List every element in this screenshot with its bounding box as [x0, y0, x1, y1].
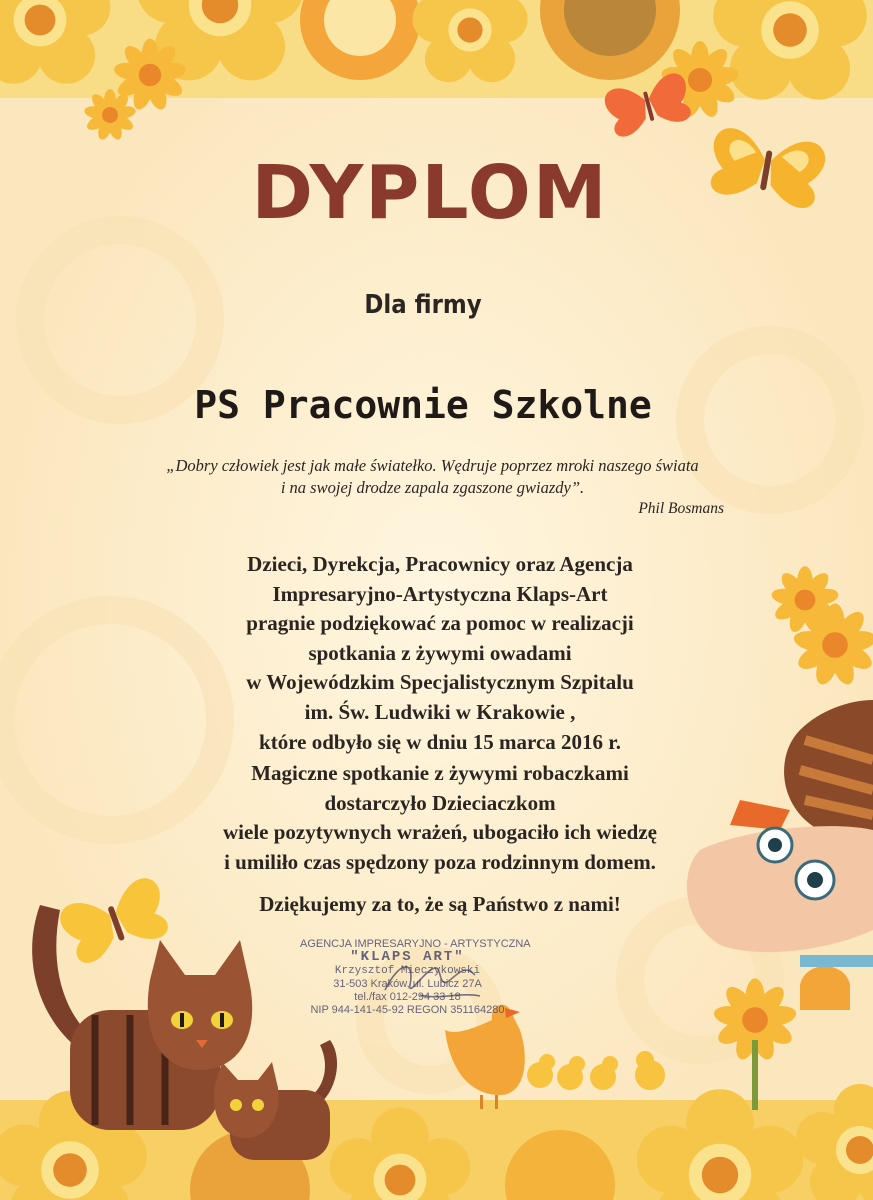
quote: [120, 455, 745, 499]
text-line: w Wojewódzkim Specjalistycznym Szpitalu: [246, 670, 634, 695]
text-line: Dzieci, Dyrekcja, Pracownicy oraz Agencja: [247, 552, 633, 576]
stamp-agency: AGENCJA IMPRESARYJNO - ARTYSTYCZNA: [300, 938, 531, 950]
closing-line: Dziękujemy za to, że są Państwo z nami!: [259, 892, 621, 916]
text-line: pragnie podziękować za pomoc w realizacji: [246, 611, 634, 636]
text-line: dostarczyło Dzieciaczkom: [324, 790, 556, 815]
text-line: które odbyło się w dniu 15 marca 2016 r.: [259, 729, 621, 754]
quote-line: i na swojej drodze zapala zgaszone gwiazdy”.: [280, 478, 585, 497]
handwritten-signature: [380, 950, 490, 1010]
thanks-paragraph: [170, 550, 710, 757]
text-line: i umiliło czas spędzony poza rodzinnym domem.: [224, 849, 656, 874]
text-line: im. Św. Ludwiki w Krakowie ,: [304, 699, 576, 724]
text-line: Magiczne spotkanie z żywymi robaczkami: [251, 761, 629, 785]
diploma-title: DYPLOM: [251, 150, 609, 236]
quote-line: „Dobry człowiek jest jak małe światełko. Wędruje poprzez mroki naszego świata: [166, 456, 699, 475]
quote-author: Phil Bosmans: [638, 500, 724, 517]
stamp-ids: NIP 944-141-45-92 REGON 351164280: [310, 1004, 505, 1017]
recipient-name: PS Pracownie Szkolne: [194, 383, 652, 427]
text-line: wiele pozytywnych wrażeń, ubogaciło ich wiedzę: [223, 820, 657, 845]
meeting-paragraph: [170, 759, 710, 877]
text-line: spotkania z żywymi owadami: [308, 640, 572, 665]
text-line: Impresaryjno-Artystyczna Klaps-Art: [272, 581, 608, 606]
stamp-name: "KLAPS ART": [350, 949, 465, 966]
stamp-owner: Krzysztof Mieczykowski: [334, 964, 481, 977]
stamp-address: 31-503 Kraków, ul. Lubicz 27A: [333, 977, 482, 990]
stamp-phone: tel./fax 012-294 33 18: [354, 991, 461, 1004]
diploma-subtitle: Dla firmy: [364, 290, 482, 320]
